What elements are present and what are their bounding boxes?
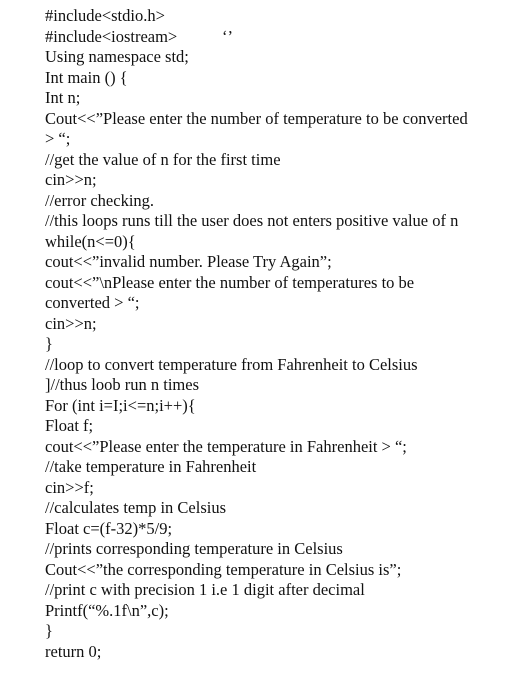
code-line-8: //get the value of n for the first time [45, 149, 281, 169]
code-line-32: return 0; [45, 641, 102, 661]
code-line-16: cin>>n; [45, 313, 97, 333]
code-line-4: Int main () { [45, 67, 128, 87]
code-line-6: Cout<<”Please enter the number of temperature to be converted [45, 108, 468, 128]
code-line-10: //error checking. [45, 190, 155, 210]
code-line-30: Printf(“%.1f\n”,c); [45, 600, 169, 620]
code-line-2: #include<iostream> [45, 26, 178, 46]
code-line-9: cin>>n; [45, 170, 97, 189]
code-line-11: //this loops runs till the user does not enters positive value of n [45, 211, 459, 230]
code-line-15: converted > “; [45, 293, 140, 312]
code-line-26: Float c=(f-32)*5/9; [45, 518, 173, 538]
code-line-24: cin>>f; [45, 477, 94, 497]
code-line-19: ]//thus loob run n times [45, 375, 199, 394]
code-line-28: Cout<<”the corresponding temperature in Celsius is”; [45, 559, 402, 579]
code-line-20: For (int i=I;i<=n;i++){ [45, 395, 196, 415]
code-line-29: //print c with precision 1 i.e 1 digit after decimal [45, 580, 365, 599]
code-line-14: cout<<”\nPlease enter the number of temperatures to be [45, 272, 415, 292]
code-line-7: > “; [45, 129, 71, 148]
code-line-23: //take temperature in Fahrenheit [45, 457, 257, 476]
stray-quote-mark: ‘’ [222, 27, 233, 46]
code-line-22: cout<<”Please enter the temperature in Fahrenheit > “; [45, 436, 407, 456]
code-line-17: } [45, 334, 53, 353]
code-line-31: } [45, 621, 53, 640]
code-line-25: //calculates temp in Celsius [45, 498, 227, 517]
code-line-12: while(n<=0){ [45, 231, 136, 251]
code-line-1: #include<stdio.h> [45, 6, 165, 25]
code-line-13: cout<<”invalid number. Please Try Again”; [45, 252, 332, 271]
code-line-18: //loop to convert temperature from Fahrenheit to Celsius [45, 354, 418, 374]
code-line-3: Using namespace std; [45, 47, 189, 66]
code-line-27: //prints corresponding temperature in Celsius [45, 539, 343, 558]
code-line-21: Float f; [45, 416, 94, 435]
code-line-5: Int n; [45, 88, 81, 107]
code-document [45, 6, 515, 662]
